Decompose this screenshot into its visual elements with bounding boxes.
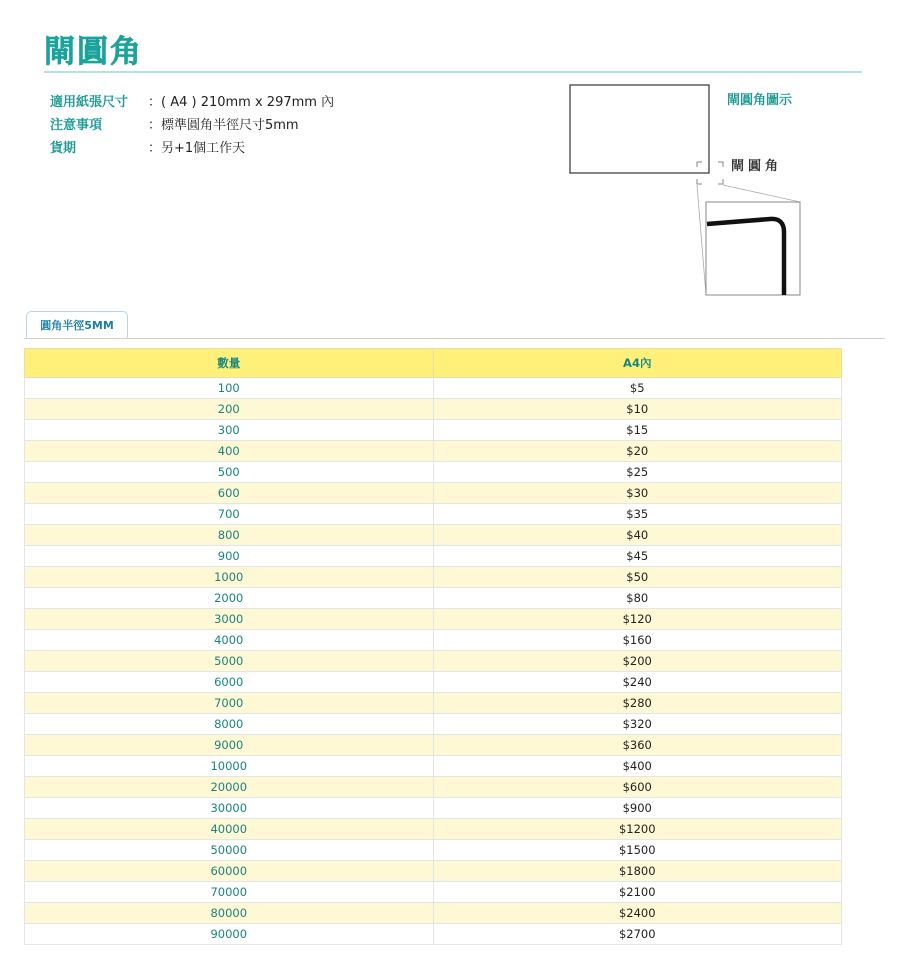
- spec-value: ：( A4 ) 210mm x 297mm 內: [148, 95, 335, 110]
- column-header-price-a4: A4內: [433, 349, 842, 378]
- tab-corner-radius-5mm[interactable]: 圓角半徑5MM: [26, 311, 128, 338]
- quantity-cell: 40000: [25, 819, 434, 840]
- table-header-row: [25, 349, 842, 378]
- quantity-cell: 2000: [25, 588, 434, 609]
- price-cell: $40: [433, 525, 842, 546]
- price-cell: $400: [433, 756, 842, 777]
- table-row: [25, 441, 842, 462]
- quantity-cell: 4000: [25, 630, 434, 651]
- price-cell: $45: [433, 546, 842, 567]
- quantity-cell: 500: [25, 462, 434, 483]
- quantity-cell: 1000: [25, 567, 434, 588]
- price-cell: $2700: [433, 924, 842, 945]
- spec-row-paper-size: [50, 89, 334, 112]
- quantity-cell: 60000: [25, 861, 434, 882]
- tab-bar-divider: [24, 338, 885, 339]
- table-row: [25, 651, 842, 672]
- quantity-cell: 800: [25, 525, 434, 546]
- quantity-cell: 80000: [25, 903, 434, 924]
- table-row: [25, 798, 842, 819]
- table-row: [25, 420, 842, 441]
- quantity-cell: 5000: [25, 651, 434, 672]
- spec-row-notes: [50, 112, 334, 135]
- table-row: [25, 546, 842, 567]
- price-cell: $120: [433, 609, 842, 630]
- price-cell: $1200: [433, 819, 842, 840]
- price-cell: $1500: [433, 840, 842, 861]
- quantity-cell: 200: [25, 399, 434, 420]
- price-cell: $320: [433, 714, 842, 735]
- price-cell: $25: [433, 462, 842, 483]
- quantity-cell: 8000: [25, 714, 434, 735]
- quantity-cell: 10000: [25, 756, 434, 777]
- table-row: [25, 462, 842, 483]
- spec-label: 適用紙張尺寸: [50, 95, 129, 110]
- table-row: [25, 903, 842, 924]
- quantity-cell: 90000: [25, 924, 434, 945]
- spec-label: 貨期: [50, 141, 77, 156]
- table-row: [25, 777, 842, 798]
- quantity-cell: 9000: [25, 735, 434, 756]
- table-row: [25, 735, 842, 756]
- paper-sheet: [570, 85, 709, 173]
- table-row: [25, 819, 842, 840]
- column-header-quantity: 數量: [25, 349, 434, 378]
- table-row: [25, 588, 842, 609]
- table-row: [25, 672, 842, 693]
- spec-label: 注意事項: [50, 118, 103, 133]
- price-cell: $280: [433, 693, 842, 714]
- quantity-cell: 7000: [25, 693, 434, 714]
- quantity-cell: 3000: [25, 609, 434, 630]
- quantity-cell: 100: [25, 378, 434, 399]
- quantity-cell: 600: [25, 483, 434, 504]
- price-cell: $80: [433, 588, 842, 609]
- table-row: [25, 756, 842, 777]
- price-cell: $200: [433, 651, 842, 672]
- quantity-cell: 900: [25, 546, 434, 567]
- corner-label: 閘圓角: [731, 159, 783, 174]
- price-cell: $10: [433, 399, 842, 420]
- price-cell: $2100: [433, 882, 842, 903]
- table-row: [25, 924, 842, 945]
- price-cell: $35: [433, 504, 842, 525]
- spec-value: ：標準圓角半徑尺寸5mm: [148, 118, 299, 133]
- table-row: [25, 609, 842, 630]
- price-cell: $240: [433, 672, 842, 693]
- price-cell: $160: [433, 630, 842, 651]
- table-row: [25, 882, 842, 903]
- quantity-cell: 6000: [25, 672, 434, 693]
- quantity-cell: 30000: [25, 798, 434, 819]
- page-title: 閘圓角: [44, 34, 143, 70]
- price-cell: $20: [433, 441, 842, 462]
- quantity-cell: 700: [25, 504, 434, 525]
- table-row: [25, 693, 842, 714]
- price-cell: $2400: [433, 903, 842, 924]
- table-row: [25, 483, 842, 504]
- round-corner-diagram: [560, 78, 820, 303]
- title-divider: [44, 71, 862, 73]
- quantity-cell: 20000: [25, 777, 434, 798]
- quantity-cell: 70000: [25, 882, 434, 903]
- spec-list: [50, 89, 334, 158]
- table-row: [25, 861, 842, 882]
- price-cell: $50: [433, 567, 842, 588]
- price-cell: $600: [433, 777, 842, 798]
- table-row: [25, 840, 842, 861]
- spec-value: ：另+1個工作天: [148, 141, 246, 156]
- price-cell: $360: [433, 735, 842, 756]
- diagram-label: 閘圓角圖示: [727, 93, 793, 108]
- price-table-body: [25, 378, 842, 945]
- table-row: [25, 714, 842, 735]
- spec-row-lead-time: [50, 135, 334, 158]
- price-cell: $900: [433, 798, 842, 819]
- price-cell: $30: [433, 483, 842, 504]
- table-row: [25, 378, 842, 399]
- quantity-cell: 400: [25, 441, 434, 462]
- table-row: [25, 504, 842, 525]
- table-row: [25, 399, 842, 420]
- price-cell: $5: [433, 378, 842, 399]
- table-row: [25, 567, 842, 588]
- table-row: [25, 525, 842, 546]
- quantity-cell: 50000: [25, 840, 434, 861]
- price-cell: $15: [433, 420, 842, 441]
- table-row: [25, 630, 842, 651]
- quantity-cell: 300: [25, 420, 434, 441]
- price-table: [24, 348, 842, 945]
- price-cell: $1800: [433, 861, 842, 882]
